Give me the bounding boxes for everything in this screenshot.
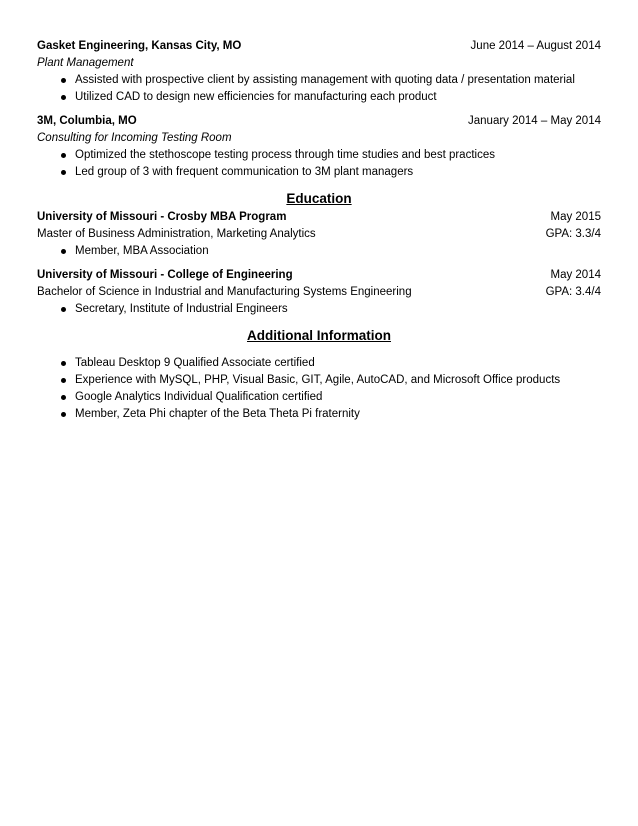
- spacer: [37, 346, 601, 355]
- additional-info-bullets: [37, 355, 601, 423]
- bullet-item: [37, 243, 601, 260]
- graduation-date: May 2015: [550, 211, 601, 223]
- degree-row: [37, 284, 601, 301]
- bullet-item: [37, 372, 601, 389]
- bullet-icon: [61, 170, 66, 175]
- bullet-text: Secretary, Institute of Industrial Engineers: [75, 303, 288, 315]
- bullet-icon: [61, 249, 66, 254]
- job-role: Plant Management: [37, 57, 134, 69]
- job-role-row: [37, 55, 601, 72]
- experience-bullets: [37, 147, 601, 181]
- employment-dates: June 2014 – August 2014: [470, 40, 601, 52]
- bullet-item: [37, 164, 601, 181]
- bullet-text: Google Analytics Individual Qualification certified: [75, 391, 323, 403]
- bullet-icon: [61, 378, 66, 383]
- spacer: [37, 181, 601, 189]
- bullet-item: [37, 389, 601, 406]
- degree-name: Bachelor of Science in Industrial and Manufacturing Systems Engineering: [37, 286, 412, 298]
- gpa: GPA: 3.3/4: [545, 228, 601, 240]
- school-name: University of Missouri - Crosby MBA Program: [37, 211, 287, 223]
- education-header: [37, 267, 601, 284]
- bullet-text: Led group of 3 with frequent communication to 3M plant managers: [75, 166, 414, 178]
- spacer: [37, 260, 601, 267]
- bullet-text: Member, Zeta Phi chapter of the Beta Theta Pi fraternity: [75, 408, 360, 420]
- education-entry: [37, 267, 601, 318]
- company-name: Gasket Engineering, Kansas City, MO: [37, 40, 242, 52]
- spacer: [37, 318, 601, 326]
- bullet-icon: [61, 395, 66, 400]
- bullet-text: Utilized CAD to design new efficiencies for manufacturing each product: [75, 91, 437, 103]
- bullet-icon: [61, 78, 66, 83]
- resume-page: [37, 38, 601, 423]
- education-bullets: [37, 301, 601, 318]
- graduation-date: May 2014: [550, 269, 601, 281]
- experience-header: [37, 113, 601, 130]
- education-heading: Education: [286, 191, 352, 206]
- job-role: Consulting for Incoming Testing Room: [37, 132, 232, 144]
- experience-bullets: [37, 72, 601, 106]
- degree-name: Master of Business Administration, Marketing Analytics: [37, 228, 316, 240]
- bullet-text: Member, MBA Association: [75, 245, 209, 257]
- job-role-row: [37, 130, 601, 147]
- gpa: GPA: 3.4/4: [545, 286, 601, 298]
- bullet-text: Optimized the stethoscope testing process through time studies and best practices: [75, 149, 495, 161]
- additional-info-heading: Additional Information: [247, 328, 391, 343]
- experience-entry: [37, 38, 601, 106]
- bullet-item: [37, 355, 601, 372]
- bullet-icon: [61, 95, 66, 100]
- experience-header: [37, 38, 601, 55]
- spacer: [37, 106, 601, 113]
- company-name: 3M, Columbia, MO: [37, 115, 137, 127]
- bullet-item: [37, 301, 601, 318]
- education-entry: [37, 209, 601, 260]
- employment-dates: January 2014 – May 2014: [468, 115, 601, 127]
- bullet-item: [37, 406, 601, 423]
- degree-row: [37, 226, 601, 243]
- bullet-text: Assisted with prospective client by assisting management with quoting data / presentation material: [75, 74, 575, 86]
- bullet-icon: [61, 307, 66, 312]
- bullet-icon: [61, 153, 66, 158]
- education-header: [37, 209, 601, 226]
- school-name: University of Missouri - College of Engineering: [37, 269, 293, 281]
- bullet-item: [37, 147, 601, 164]
- bullet-item: [37, 89, 601, 106]
- bullet-icon: [61, 361, 66, 366]
- bullet-text: Tableau Desktop 9 Qualified Associate certified: [75, 357, 315, 369]
- experience-entry: [37, 113, 601, 181]
- bullet-icon: [61, 412, 66, 417]
- bullet-item: [37, 72, 601, 89]
- education-bullets: [37, 243, 601, 260]
- bullet-text: Experience with MySQL, PHP, Visual Basic, GIT, Agile, AutoCAD, and Microsoft Office products: [75, 374, 561, 386]
